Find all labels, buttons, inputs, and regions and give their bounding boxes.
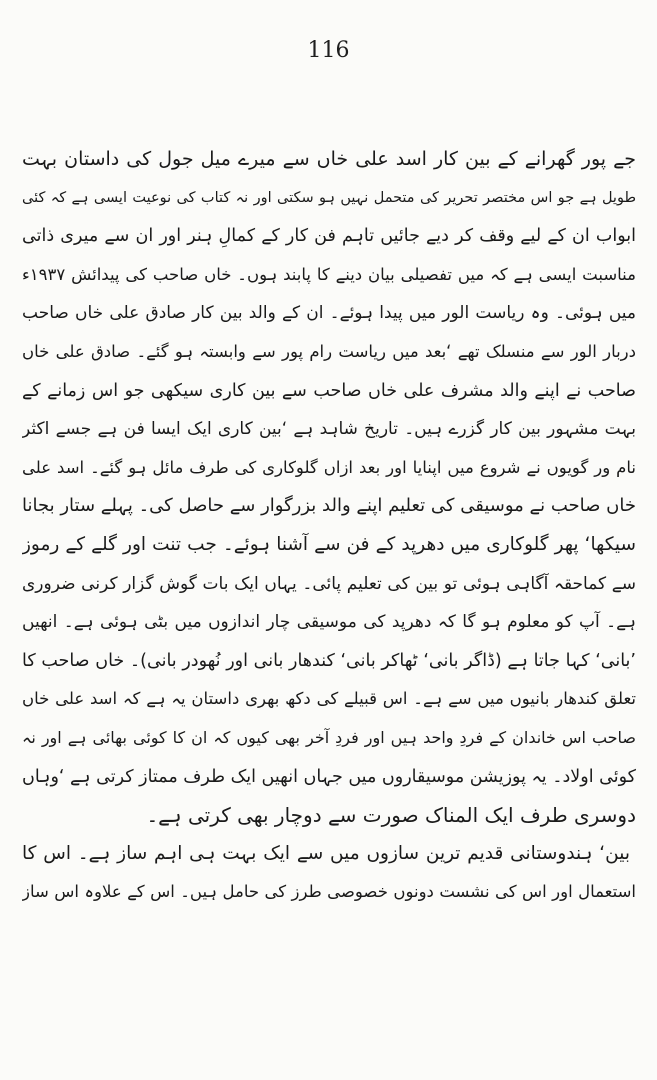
body-text [22,140,636,912]
text-line: صاحب نے اپنے والد مشرف علی خاں صاحب سے بین کاری سیکھی جو اس زمانے کے [22,380,636,401]
text-line: استعمال اور اس کی نشست دونوں خصوصی طرز کی حامل ہیں۔ اس کے علاوہ اس ساز [22,882,636,902]
text-line: بین‘ ہندوستانی قدیم ترین سازوں میں سے ایک بہت ہی اہم ساز ہے۔ اس کا [22,842,630,864]
text-line: نام ور گویوں نے شروع میں اپنایا اور بعد ازاں گلوکاری کی طرف مائل ہو گئے۔ اسد علی [22,457,636,477]
text-line: طویل ہے جو اس مختصر تحریر کی متحمل نہیں ہو سکتی اور نہ کتاب کی نوعیت ایسی ہے کہ کئی [22,189,636,206]
text-line: ہے۔ آپ کو معلوم ہو گا کہ دھرپد کی موسیقی چار اندازوں میں بٹی ہوئی ہے۔ انھیں [22,612,636,633]
text-line: ابواب ان کے لیے وقف کر دیے جائیں تاہم فن کار کے کمالِ ہنر اور ان سے میری ذاتی [22,226,636,247]
text-line: میں ہوئی۔ وہ ریاست الور میں پیدا ہوئے۔ ان کے والد بین کار صادق علی خاں صاحب [22,303,636,324]
text-line: دربار الور سے منسلک تھے ‘بعد میں ریاست رام پور سے وابستہ ہو گئے۔ صادق علی خاں [22,341,636,361]
page-number: 116 [307,38,350,63]
text-line: سیکھا‘ پھر گلوکاری میں دھرپد کے فن سے آشنا ہوئے۔ جب تنت اور گلے کے رموز [22,533,636,555]
text-line: دوسری طرف ایک المناک صورت سے دوچار بھی کرتی ہے۔ [146,803,636,828]
text-line: تعلق کندھار بانیوں میں سے ہے۔ اس قبیلے کی دکھ بھری داستان یہ ہے کہ اسد علی خاں [22,689,636,709]
text-line: سے کماحقہ آگاہی ہوئی تو بین کی تعلیم پائی۔ یہاں ایک بات گوش گزار کرنی ضروری [22,573,636,594]
text-line: خاں صاحب نے موسیقی کی تعلیم اپنے والد بزرگوار سے حاصل کی۔ پہلے ستار بجانا [22,495,636,517]
text-line: ’بانی‘ کہا جاتا ہے (ڈاگر بانی‘ ٹھاکر بانی‘ کندھار بانی اور نُھودر بانی)۔ خاں صاحب کا [22,650,636,671]
text-line: صاحب اس خاندان کے فردِ واحد ہیں اور فردِ آخر بھی کیوں کہ ان کا کوئی بھائی ہے اور نہ [22,727,636,747]
text-line: کوئی اولاد۔ یہ پوزیشن موسیقاروں میں جہاں انھیں ایک طرف ممتاز کرتی ہے ‘وہاں [22,766,636,787]
text-line: بہت مشہور بین کار گزرے ہیں۔ تاریخ شاہد ہے ‘بین کاری ایک ایسا فن ہے جسے اکثر [22,419,636,440]
text-line: جے پور گھرانے کے بین کار اسد علی خاں سے میرے میل جول کی داستان بہت [22,148,636,170]
text-line: مناسبت ایسی ہے کہ میں تفصیلی بیان دینے کا پابند ہوں۔ خاں صاحب کی پیدائش ۱۹۳۷ء [22,264,636,284]
